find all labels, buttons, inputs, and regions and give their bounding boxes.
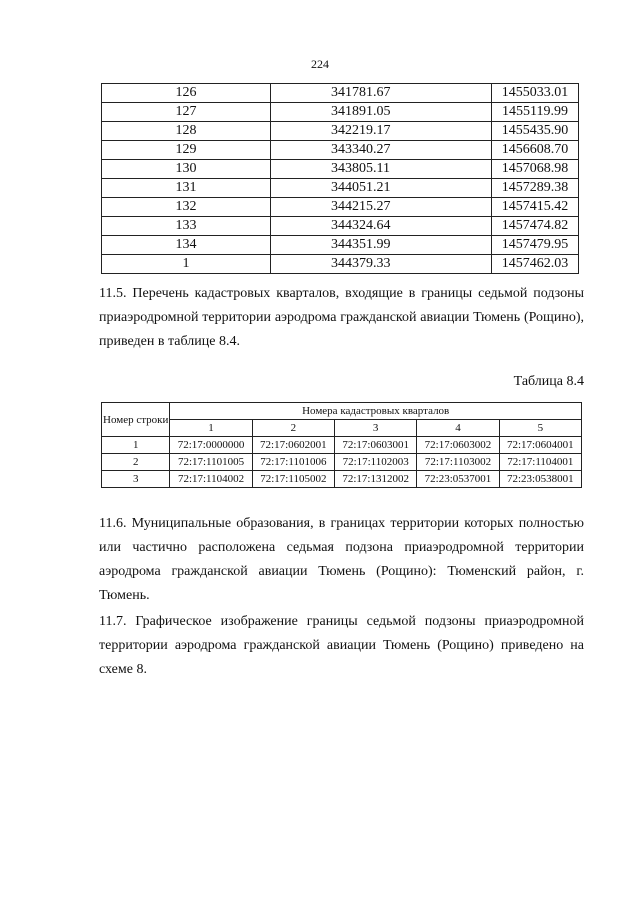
table-cell: 344215.27	[271, 198, 492, 217]
table-cell: 72:17:0603001	[335, 437, 417, 454]
column-number: 4	[417, 420, 499, 437]
table-cell: 130	[102, 160, 271, 179]
table-row	[102, 454, 582, 471]
page-number: 224	[311, 57, 329, 71]
table-cell: 72:17:0000000	[170, 437, 252, 454]
table-cell: 72:17:1105002	[252, 471, 334, 488]
table-cell: 72:17:1102003	[335, 454, 417, 471]
cadastral-quarters-table	[101, 402, 582, 488]
table-cell: 1455033.01	[492, 84, 579, 103]
table-cell: 3	[102, 471, 170, 488]
table-cell: 129	[102, 141, 271, 160]
table-cell: 72:17:1101005	[170, 454, 252, 471]
table-row	[102, 471, 582, 488]
table-cell: 72:17:1104001	[499, 454, 581, 471]
table-row	[102, 84, 579, 103]
table-row	[102, 160, 579, 179]
table-cell: 72:17:1101006	[252, 454, 334, 471]
table-cell: 1457479.95	[492, 236, 579, 255]
table-caption: Таблица 8.4	[513, 374, 584, 389]
column-number: 1	[170, 420, 252, 437]
table-cell: 72:23:0537001	[417, 471, 499, 488]
paragraph-11-6: 11.6. Муниципальные образования, в границах территории которых полностью или частично расположена седьмая подзона приаэродромной территории аэродрома гражданской авиации Тюмень (Рощино): Тюменский район, г. Тюмень.	[99, 516, 584, 603]
table-cell: 344351.99	[271, 236, 492, 255]
table-cell: 341891.05	[271, 103, 492, 122]
table-cell: 1456608.70	[492, 141, 579, 160]
table-cell: 344379.33	[271, 255, 492, 274]
table-cell: 72:17:1104002	[170, 471, 252, 488]
table-cell: 1455119.99	[492, 103, 579, 122]
table-row	[102, 141, 579, 160]
table-cell: 343340.27	[271, 141, 492, 160]
table-cell: 134	[102, 236, 271, 255]
table-cell: 72:17:0602001	[252, 437, 334, 454]
table-row	[102, 103, 579, 122]
coordinates-table	[101, 83, 579, 274]
quarters-group-header: Номера кадастровых кварталов	[170, 403, 582, 420]
table-cell: 1457415.42	[492, 198, 579, 217]
table-cell: 127	[102, 103, 271, 122]
column-number: 2	[252, 420, 334, 437]
table-cell: 131	[102, 179, 271, 198]
table-cell: 343805.11	[271, 160, 492, 179]
table-cell: 344051.21	[271, 179, 492, 198]
table-cell: 1457289.38	[492, 179, 579, 198]
paragraph-11-5: 11.5. Перечень кадастровых кварталов, входящие в границы седьмой подзоны приаэродромной территории аэродрома гражданской авиации Тюмень (Рощино), приведен в таблице 8.4.	[99, 286, 584, 349]
table-row	[102, 179, 579, 198]
table-cell: 1457474.82	[492, 217, 579, 236]
table-cell: 1457068.98	[492, 160, 579, 179]
table-row	[102, 437, 582, 454]
table-cell: 342219.17	[271, 122, 492, 141]
table-cell: 1457462.03	[492, 255, 579, 274]
table-cell: 72:17:0603002	[417, 437, 499, 454]
row-number-header: Номер строки	[102, 403, 170, 437]
table-cell: 72:23:0538001	[499, 471, 581, 488]
table-row	[102, 217, 579, 236]
paragraph-11-7: 11.7. Графическое изображение границы седьмой подзоны приаэродромной территории аэродрома гражданской авиации Тюмень (Рощино) приведено на схеме 8.	[99, 614, 584, 677]
table-row	[102, 255, 579, 274]
table-cell: 72:17:1312002	[335, 471, 417, 488]
table-cell: 128	[102, 122, 271, 141]
column-number: 3	[335, 420, 417, 437]
table-cell: 132	[102, 198, 271, 217]
table-cell: 72:17:1103002	[417, 454, 499, 471]
table-row	[102, 236, 579, 255]
table-cell: 126	[102, 84, 271, 103]
column-number: 5	[499, 420, 581, 437]
table-cell: 2	[102, 454, 170, 471]
table-row	[102, 122, 579, 141]
table-cell: 133	[102, 217, 271, 236]
table-cell: 1	[102, 255, 271, 274]
table-cell: 1455435.90	[492, 122, 579, 141]
table-cell: 344324.64	[271, 217, 492, 236]
table-row	[102, 198, 579, 217]
table-cell: 341781.67	[271, 84, 492, 103]
table-cell: 72:17:0604001	[499, 437, 581, 454]
table-cell: 1	[102, 437, 170, 454]
